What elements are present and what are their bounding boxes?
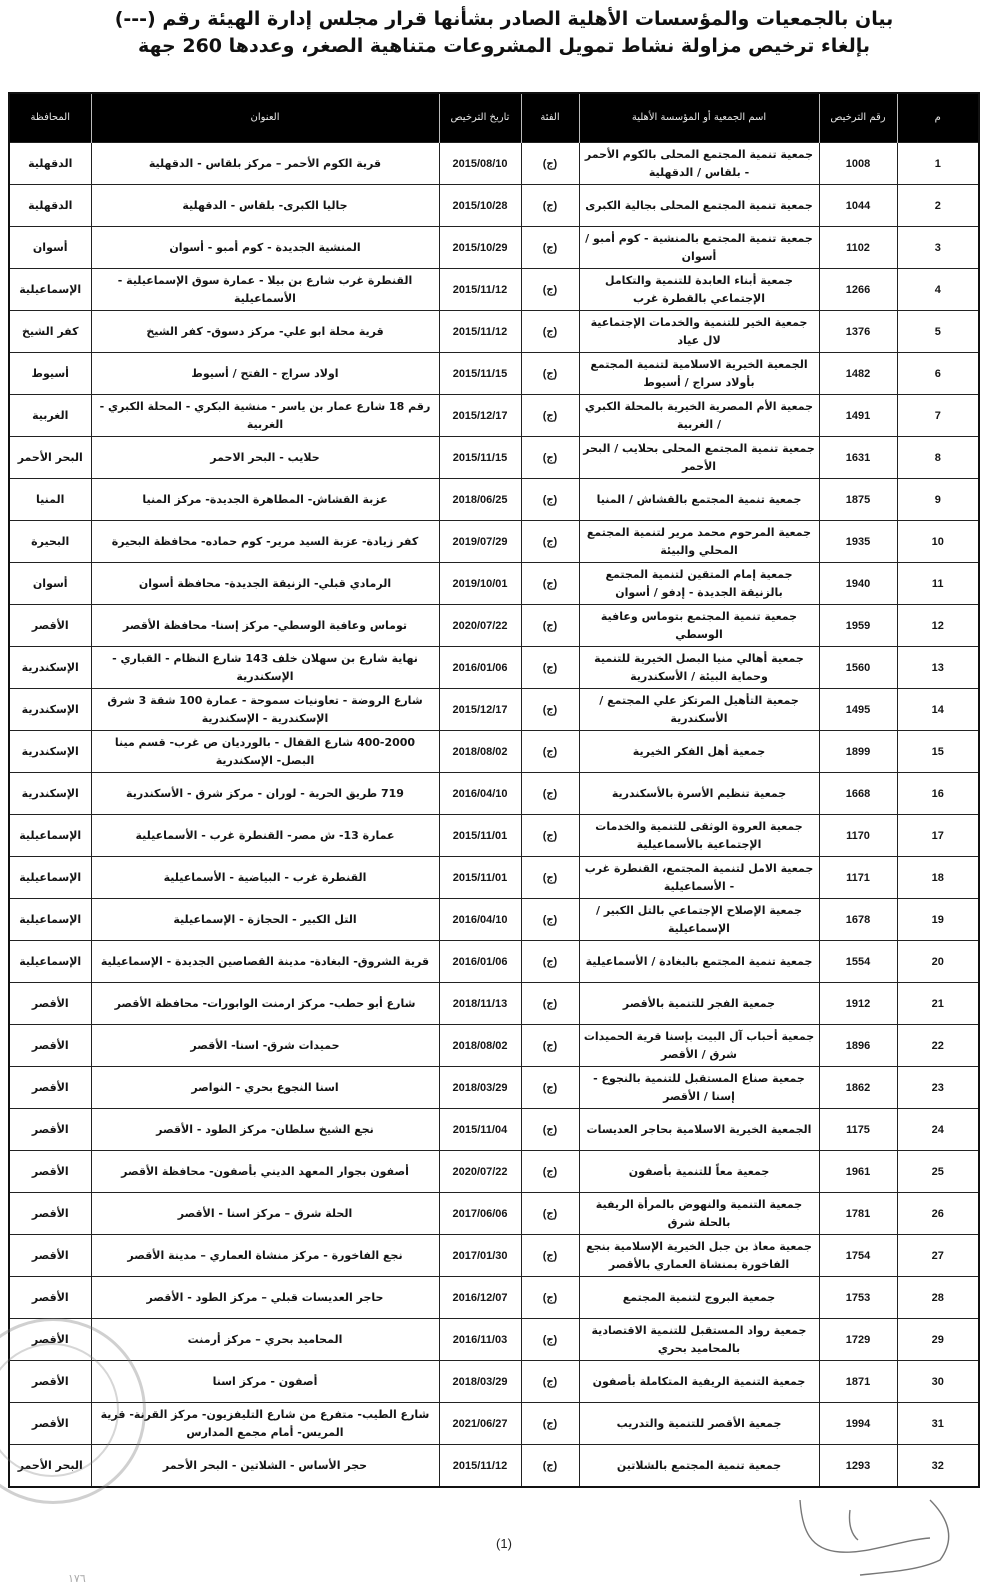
cell-license-date: 2021/06/27 [439,1403,521,1445]
cell-category: (ج) [521,815,579,857]
header-license-date: تاريخ الترخيص [439,93,521,143]
cell-license-no: 1896 [819,1025,897,1067]
cell-license-no: 1491 [819,395,897,437]
cell-num: 17 [897,815,979,857]
cell-name: جمعية الامل لتنمية المجتمع، القنطرة غرب - الأسماعيلية [579,857,819,899]
cell-license-date: 2016/12/07 [439,1277,521,1319]
cell-governorate: الأقصر [9,1403,91,1445]
cell-license-date: 2018/11/13 [439,983,521,1025]
cell-address: حاجر العديسات قبلي – مركز الطود - الأقصر [91,1277,439,1319]
stamp-mark: ١٧٦ [68,1573,86,1585]
cell-address: قرية الشروق- البغادة- مدينة القصاصين الجديدة - الإسماعيلية [91,941,439,983]
cell-governorate: المنيا [9,479,91,521]
cell-governorate: الأقصر [9,1235,91,1277]
header-num: م [897,93,979,143]
cell-name: جمعية تنمية المجتمع بالقشاش / المنيا [579,479,819,521]
cell-governorate: أسوان [9,563,91,605]
cell-num: 21 [897,983,979,1025]
cell-license-no: 1008 [819,143,897,185]
cell-address: الحلة شرق – مركز اسنا - الأقصر [91,1193,439,1235]
cell-address: نهاية شارع بن سهلان خلف 143 شارع النظام - القباري - الإسكندرية [91,647,439,689]
cell-governorate: الإسماعيلية [9,269,91,311]
cell-address: شارع أبو حطب- مركز ارمنت الوابورات- محافظة الأقصر [91,983,439,1025]
cell-license-no: 1753 [819,1277,897,1319]
cell-governorate: الإسماعيلية [9,857,91,899]
table-row [9,269,979,311]
cell-license-no: 1940 [819,563,897,605]
cell-license-no: 1560 [819,647,897,689]
cell-address: 400-2000 شارع القفال - بالورديان ص غرب- قسم مينا البصل- الإسكندرية [91,731,439,773]
cell-license-no: 1482 [819,353,897,395]
cell-governorate: البحيرة [9,521,91,563]
cell-name: جمعية التنمية الريفية المتكاملة بأصفون [579,1361,819,1403]
cell-category: (ج) [521,1193,579,1235]
cell-num: 19 [897,899,979,941]
cell-category: (ج) [521,1277,579,1319]
cell-license-no: 1668 [819,773,897,815]
table-row [9,185,979,227]
table-row [9,1277,979,1319]
cell-license-date: 2016/04/10 [439,899,521,941]
cell-num: 26 [897,1193,979,1235]
table-row [9,311,979,353]
cell-num: 23 [897,1067,979,1109]
cell-license-date: 2018/03/29 [439,1361,521,1403]
cell-license-no: 1495 [819,689,897,731]
table-row [9,1445,979,1488]
cell-address: التل الكبير - الحجازة - الإسماعيلية [91,899,439,941]
document-title [0,6,1008,60]
cell-name: جمعية العروة الوثقى للتنمية والخدمات الإجتماعية بالأسماعيلية [579,815,819,857]
cell-category: (ج) [521,353,579,395]
cell-governorate: الأقصر [9,1361,91,1403]
cell-governorate: الأقصر [9,605,91,647]
cell-license-date: 2015/10/28 [439,185,521,227]
cell-address: اولاد سراج - الفتح / أسيوط [91,353,439,395]
cell-name: جمعية أبناء العابدة للتنمية والتكامل الإجتماعي بالقطرة غرب [579,269,819,311]
cell-license-no: 1961 [819,1151,897,1193]
cell-governorate: البحر الأحمر [9,1445,91,1488]
cell-governorate: الأقصر [9,1025,91,1067]
cell-name: جمعية تنمية المجتمع بالبغادة / الأسماعيلية [579,941,819,983]
cell-address: أصفون بجوار المعهد الديني بأصفون- محافظة الأقصر [91,1151,439,1193]
cell-license-date: 2015/11/12 [439,269,521,311]
cell-license-date: 2015/11/12 [439,1445,521,1488]
cell-category: (ج) [521,227,579,269]
cell-license-date: 2019/07/29 [439,521,521,563]
cell-num: 1 [897,143,979,185]
page-number: (1) [496,1536,512,1551]
header-name: اسم الجمعية أو المؤسسة الأهلية [579,93,819,143]
cell-category: (ج) [521,479,579,521]
cell-address: كفر زيادة- عزبة السيد مرير- كوم حماده- محافظة البحيرة [91,521,439,563]
cell-name: جمعية معاً للتنمية بأصفون [579,1151,819,1193]
table-row [9,1109,979,1151]
cell-address: عزبة القشاش- المطاهرة الجديدة- مركز المنيا [91,479,439,521]
cell-license-date: 2020/07/22 [439,1151,521,1193]
cell-num: 31 [897,1403,979,1445]
cell-license-no: 1862 [819,1067,897,1109]
cell-license-no: 1912 [819,983,897,1025]
cell-category: (ج) [521,899,579,941]
cell-governorate: البحر الأحمر [9,437,91,479]
cell-license-no: 1293 [819,1445,897,1488]
cell-governorate: الإسكندرية [9,689,91,731]
header-category: الفئة [521,93,579,143]
cell-category: (ج) [521,1403,579,1445]
cell-category: (ج) [521,1361,579,1403]
cell-address: جاليا الكبرى- بلقاس - الدقهلية [91,185,439,227]
cell-address: اسنا النجوع بحري - النواصر [91,1067,439,1109]
cell-name: جمعية التأهيل المرتكز علي المجتمع / الأسكندرية [579,689,819,731]
cell-num: 9 [897,479,979,521]
cell-governorate: أسوان [9,227,91,269]
cell-category: (ج) [521,605,579,647]
cell-license-date: 2017/06/06 [439,1193,521,1235]
cell-license-date: 2018/06/25 [439,479,521,521]
cell-address: حلايب - البحر الاحمر [91,437,439,479]
cell-category: (ج) [521,941,579,983]
cell-num: 18 [897,857,979,899]
cell-category: (ج) [521,563,579,605]
cell-name: جمعية معاذ بن جبل الخيرية الإسلامية بنجع الفاخورة بمنشاة العماري بالأقصر [579,1235,819,1277]
cell-name: جمعية الإصلاح الإجتماعي بالتل الكبير / الإسماعيلية [579,899,819,941]
table-row [9,941,979,983]
cell-license-date: 2016/11/03 [439,1319,521,1361]
cell-category: (ج) [521,1235,579,1277]
cell-num: 25 [897,1151,979,1193]
cell-address: قرية محلة ابو علي- مركز دسوق- كفر الشيخ [91,311,439,353]
table-row [9,1193,979,1235]
cell-license-date: 2016/01/06 [439,941,521,983]
cell-license-no: 1754 [819,1235,897,1277]
cell-name: جمعية تنمية المجتمع بتوماس وعافية الوسطي [579,605,819,647]
cell-num: 29 [897,1319,979,1361]
cell-governorate: الأقصر [9,1319,91,1361]
cell-license-no: 1554 [819,941,897,983]
cell-governorate: الأقصر [9,1193,91,1235]
cell-address: عمارة 13- ش مصر- القنطرة غرب - الأسماعيلية [91,815,439,857]
cell-license-no: 1875 [819,479,897,521]
associations-table [8,92,980,1488]
table-row [9,479,979,521]
table-body [9,143,979,1488]
cell-category: (ج) [521,1445,579,1488]
cell-governorate: الإسماعيلية [9,815,91,857]
cell-num: 20 [897,941,979,983]
cell-address: المنشية الجديدة - كوم أمبو - أسوان [91,227,439,269]
cell-num: 4 [897,269,979,311]
cell-name: جمعية الأم المصرية الخيرية بالمحلة الكبري / الغربية [579,395,819,437]
cell-license-date: 2015/11/01 [439,815,521,857]
cell-governorate: الدقهلية [9,185,91,227]
cell-license-date: 2018/08/02 [439,731,521,773]
cell-name: جمعية المرحوم محمد مرير لتنمية المجتمع المحلي والبيئة [579,521,819,563]
cell-category: (ج) [521,773,579,815]
cell-license-no: 1102 [819,227,897,269]
table-row [9,1403,979,1445]
cell-num: 28 [897,1277,979,1319]
cell-num: 7 [897,395,979,437]
cell-address: شارع الطيب- متفرع من شارع التليفزيون- مركز القرنة- قرية المريس- أمام مجمع المدارس [91,1403,439,1445]
table-row [9,647,979,689]
cell-name: جمعية الخير للتنمية والخدمات الإجتماعية لال عياد [579,311,819,353]
cell-governorate: الغربية [9,395,91,437]
cell-license-date: 2015/12/17 [439,395,521,437]
signature [780,1480,980,1580]
table-row [9,1319,979,1361]
cell-address: القنطرة غرب - البياضية - الأسماعيلية [91,857,439,899]
table-row [9,143,979,185]
cell-num: 8 [897,437,979,479]
cell-num: 14 [897,689,979,731]
cell-governorate: الأقصر [9,1151,91,1193]
cell-license-date: 2017/01/30 [439,1235,521,1277]
cell-governorate: الإسكندرية [9,647,91,689]
table-row [9,521,979,563]
cell-license-no: 1871 [819,1361,897,1403]
cell-num: 11 [897,563,979,605]
cell-license-no: 1678 [819,899,897,941]
cell-category: (ج) [521,311,579,353]
cell-num: 22 [897,1025,979,1067]
cell-address: أصفون - مركز اسنا [91,1361,439,1403]
table-row [9,983,979,1025]
cell-license-no: 1171 [819,857,897,899]
table-row [9,899,979,941]
cell-address: توماس وعافية الوسطي- مركز إسنا- محافظة الأقصر [91,605,439,647]
cell-name: جمعية تنمية المجتمع المحلى بالكوم الأحمر - بلقاس / الدقهلية [579,143,819,185]
cell-name: جمعية تنظيم الأسرة بالأسكندرية [579,773,819,815]
cell-category: (ج) [521,731,579,773]
cell-name: جمعية إمام المتقين لتنمية المجتمع بالزنيقة الجديدة - إدفو / أسوان [579,563,819,605]
cell-license-date: 2015/11/01 [439,857,521,899]
cell-governorate: كفر الشيخ [9,311,91,353]
cell-name: جمعية أحباب آل البيت بإسنا قرية الحميدات شرق / الأقصر [579,1025,819,1067]
cell-name: الجمعية الخيرية الاسلامية بحاجر العديسات [579,1109,819,1151]
cell-name: جمعية تنمية المجتمع المحلى بحلايب / البحر الأحمر [579,437,819,479]
cell-category: (ج) [521,395,579,437]
cell-category: (ج) [521,185,579,227]
table-header-row [9,93,979,143]
table-row [9,1025,979,1067]
cell-name: جمعية أهالي منيا البصل الخيرية للتنمية وحماية البيئة / الأسكندرية [579,647,819,689]
cell-license-date: 2018/08/02 [439,1025,521,1067]
cell-address: قرية الكوم الأحمر – مركز بلقاس - الدقهلية [91,143,439,185]
table-row [9,605,979,647]
cell-governorate: الإسكندرية [9,731,91,773]
cell-license-date: 2015/11/12 [439,311,521,353]
cell-governorate: الدقهلية [9,143,91,185]
cell-license-date: 2015/12/17 [439,689,521,731]
table-row [9,1067,979,1109]
table-row [9,1235,979,1277]
cell-name: جمعية التنمية والنهوض بالمرأة الريفية بالحلة شرق [579,1193,819,1235]
cell-license-date: 2019/10/01 [439,563,521,605]
cell-license-date: 2016/04/10 [439,773,521,815]
cell-num: 12 [897,605,979,647]
cell-license-no: 1994 [819,1403,897,1445]
cell-category: (ج) [521,647,579,689]
table-row [9,563,979,605]
cell-license-date: 2015/11/04 [439,1109,521,1151]
cell-category: (ج) [521,1067,579,1109]
cell-license-no: 1781 [819,1193,897,1235]
cell-name: جمعية رواد المستقبل للتنمية الاقتصادية بالمحاميد بحري [579,1319,819,1361]
cell-category: (ج) [521,983,579,1025]
cell-license-no: 1044 [819,185,897,227]
cell-category: (ج) [521,1025,579,1067]
cell-address: 719 طريق الحرية - لوران - مركز شرق - الأسكندرية [91,773,439,815]
cell-license-no: 1935 [819,521,897,563]
table-row [9,773,979,815]
cell-category: (ج) [521,1109,579,1151]
cell-category: (ج) [521,143,579,185]
cell-license-no: 1729 [819,1319,897,1361]
cell-address: حميدات شرق- اسنا- الأقصر [91,1025,439,1067]
cell-address: حجر الأساس - الشلاتين - البحر الأحمر [91,1445,439,1488]
cell-name: الجمعية الخيرية الاسلامية لتنمية المجتمع بأولاد سراج / أسيوط [579,353,819,395]
cell-license-date: 2016/01/06 [439,647,521,689]
table-row [9,731,979,773]
cell-governorate: الأقصر [9,1067,91,1109]
cell-license-no: 1170 [819,815,897,857]
cell-governorate: الأقصر [9,983,91,1025]
cell-address: الرمادي قبلي- الزنيقة الجديدة- محافظة أسوان [91,563,439,605]
cell-name: جمعية الأقصر للتنمية والتدريب [579,1403,819,1445]
cell-address: رقم 18 شارع عمار بن ياسر - منشية البكري - المحلة الكبري - الغربية [91,395,439,437]
cell-name: جمعية أهل الفكر الخيرية [579,731,819,773]
cell-license-no: 1175 [819,1109,897,1151]
cell-num: 3 [897,227,979,269]
cell-governorate: أسيوط [9,353,91,395]
table-row [9,1361,979,1403]
cell-category: (ج) [521,437,579,479]
cell-license-no: 1266 [819,269,897,311]
cell-governorate: الإسماعيلية [9,899,91,941]
cell-num: 13 [897,647,979,689]
cell-address: القنطرة غرب شارع بن بيلا - عمارة سوق الإسماعيلية - الأسماعيلية [91,269,439,311]
cell-license-no: 1899 [819,731,897,773]
cell-name: جمعية تنمية المجتمع بالشلاتين [579,1445,819,1488]
header-governorate: المحافظة [9,93,91,143]
cell-address: نجع الفاخورة - مركز منشاة العماري – مدينة الأقصر [91,1235,439,1277]
table-row [9,815,979,857]
cell-num: 24 [897,1109,979,1151]
cell-num: 16 [897,773,979,815]
cell-num: 6 [897,353,979,395]
cell-num: 10 [897,521,979,563]
cell-license-date: 2018/03/29 [439,1067,521,1109]
cell-license-date: 2015/11/15 [439,437,521,479]
cell-address: المحاميد بحري – مركز أرمنت [91,1319,439,1361]
header-license-no: رقم الترخيص [819,93,897,143]
table-row [9,857,979,899]
table-row [9,353,979,395]
cell-license-no: 1376 [819,311,897,353]
cell-license-date: 2015/11/15 [439,353,521,395]
title-line-2: بإلغاء ترخيص مزاولة نشاط تمويل المشروعات متناهية الصغر، وعددها 260 جهة [137,35,871,57]
cell-category: (ج) [521,269,579,311]
cell-category: (ج) [521,521,579,563]
cell-name: جمعية تنمية المجتمع المحلى بجالية الكبرى [579,185,819,227]
cell-license-date: 2015/10/29 [439,227,521,269]
table-row [9,1151,979,1193]
cell-name: جمعية البروج لتنمية المجتمع [579,1277,819,1319]
cell-num: 27 [897,1235,979,1277]
cell-license-no: 1631 [819,437,897,479]
cell-license-no: 1959 [819,605,897,647]
table-row [9,437,979,479]
cell-governorate: الإسماعيلية [9,941,91,983]
cell-category: (ج) [521,1151,579,1193]
title-line-1: بيان بالجمعيات والمؤسسات الأهلية الصادر بشأنها قرار مجلس إدارة الهيئة رقم (---) [114,8,894,30]
cell-license-date: 2020/07/22 [439,605,521,647]
cell-name: جمعية صناع المستقبل للتنمية بالنجوع - إسنا / الأقصر [579,1067,819,1109]
cell-category: (ج) [521,857,579,899]
cell-governorate: الإسكندرية [9,773,91,815]
cell-name: جمعية تنمية المجتمع بالمنشية - كوم أمبو / أسوان [579,227,819,269]
cell-license-date: 2015/08/10 [439,143,521,185]
cell-address: شارع الروضة - تعاونيات سموحة - عمارة 100 شقة 3 شرق الإسكندرية - الإسكندرية [91,689,439,731]
cell-num: 5 [897,311,979,353]
cell-category: (ج) [521,689,579,731]
cell-num: 15 [897,731,979,773]
cell-governorate: الأقصر [9,1277,91,1319]
cell-num: 2 [897,185,979,227]
table-row [9,395,979,437]
cell-address: نجع الشيخ سلطان- مركز الطود - الأقصر [91,1109,439,1151]
cell-name: جمعية الفجر للتنمية بالأقصر [579,983,819,1025]
header-address: العنوان [91,93,439,143]
cell-category: (ج) [521,1319,579,1361]
cell-num: 30 [897,1361,979,1403]
cell-governorate: الأقصر [9,1109,91,1151]
table-row [9,227,979,269]
table-row [9,689,979,731]
cell-num: 32 [897,1445,979,1488]
